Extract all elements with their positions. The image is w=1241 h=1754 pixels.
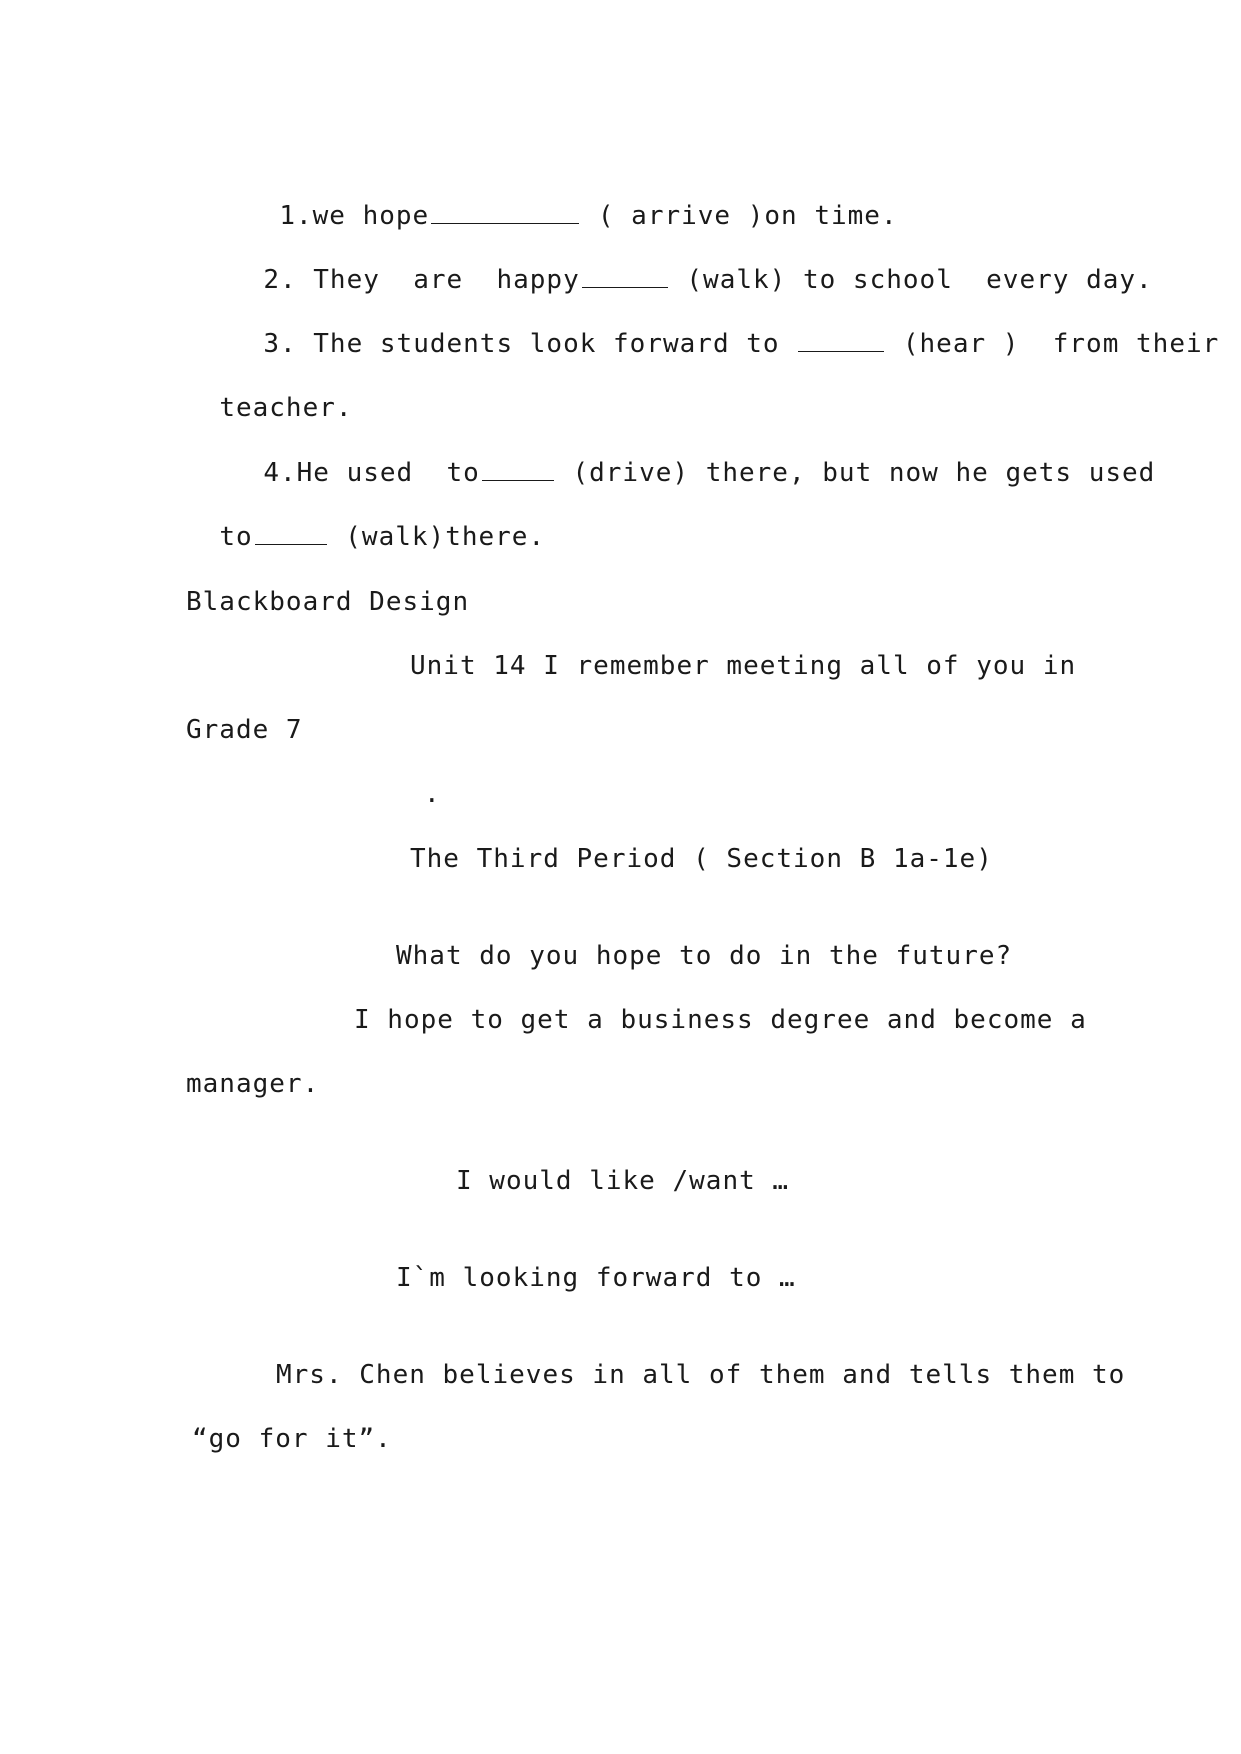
exercise-3-continuation-text: teacher. [219, 393, 353, 423]
exercise-4-text-after: (drive) there, but now he gets used [555, 458, 1156, 488]
phrase-looking-forward: I`m looking forward to … [396, 1263, 796, 1293]
exercise-4-continuation-before: to [219, 522, 253, 552]
exercise-3-text-after: (hear ) from their [886, 329, 1220, 359]
exercise-1-text-before: 1.we hope [279, 201, 430, 231]
exercise-2-blank[interactable] [582, 265, 668, 288]
key-question: What do you hope to do in the future? [396, 941, 1013, 971]
closing-line-2: “go for it”. [192, 1424, 392, 1454]
exercise-3-text-before: 3. The students look forward to [263, 329, 797, 359]
exercise-1-blank[interactable] [431, 201, 579, 224]
exercise-4-continuation [186, 489, 545, 553]
exercise-2 [230, 232, 1153, 296]
exercise-3 [230, 296, 1219, 360]
phrase-would-like: I would like /want … [456, 1166, 790, 1196]
exercise-4-blank-1[interactable] [482, 458, 554, 481]
exercise-2-text-after: (walk) to school every day. [669, 265, 1153, 295]
exercise-4-continuation-after: (walk)there. [328, 522, 546, 552]
exercise-1-text-after: ( arrive )on time. [581, 201, 898, 231]
exercise-2-text-before: 2. They are happy [263, 265, 580, 295]
closing-line-1: Mrs. Chen believes in all of them and tells them to [276, 1360, 1126, 1390]
dot-mark: . [424, 779, 441, 809]
exercise-4-text-before: 4.He used to [263, 458, 480, 488]
exercise-4-blank-2[interactable] [255, 522, 327, 545]
unit-title-line-2: Grade 7 [186, 715, 303, 745]
exercise-1 [246, 168, 898, 232]
exercise-4 [230, 425, 1155, 489]
answer-line-2: manager. [186, 1069, 320, 1099]
period-title: The Third Period ( Section B 1a-1e) [410, 844, 993, 874]
exercise-3-continuation [186, 360, 353, 424]
exercise-3-blank[interactable] [798, 329, 884, 352]
blackboard-heading: Blackboard Design [186, 587, 470, 617]
answer-line-1: I hope to get a business degree and become a [354, 1005, 1087, 1035]
unit-title-line-1: Unit 14 I remember meeting all of you in [410, 651, 1077, 681]
